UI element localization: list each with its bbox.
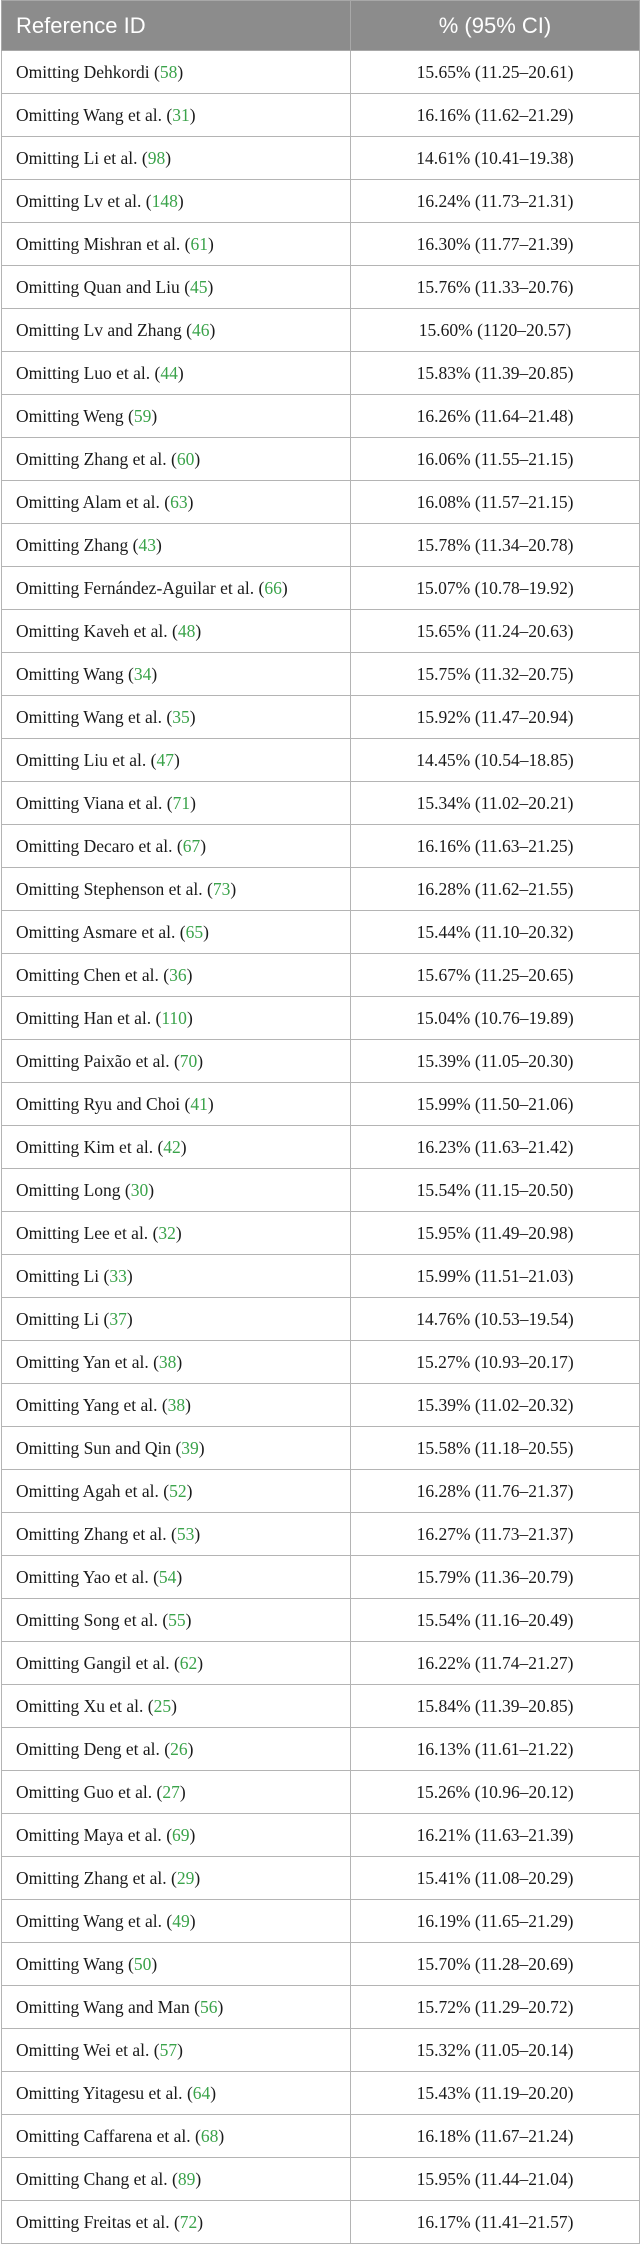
citation-link[interactable]: 72 bbox=[179, 2211, 198, 2232]
table-row bbox=[2, 309, 640, 352]
citation-link[interactable]: 32 bbox=[158, 1222, 176, 1243]
percent-ci-cell: 15.65% (11.24–20.63) bbox=[351, 610, 640, 653]
citation-link[interactable]: 37 bbox=[109, 1308, 127, 1329]
table-row bbox=[2, 438, 640, 481]
reference-study: Omitting Long bbox=[16, 1179, 121, 1200]
reference-study: Omitting Stephenson et al. bbox=[16, 878, 203, 899]
reference-study: Omitting Mishran et al. bbox=[16, 233, 181, 254]
reference-study: Omitting Wang et al. bbox=[16, 104, 163, 125]
percent-ci-cell: 16.16% (11.62–21.29) bbox=[351, 94, 640, 137]
reference-study: Omitting Wang and Man bbox=[16, 1996, 190, 2017]
percent-ci-cell: 15.67% (11.25–20.65) bbox=[351, 954, 640, 997]
reference-study: Omitting Wang bbox=[16, 1953, 124, 1974]
reference-cell: Omitting Li (33) bbox=[2, 1255, 351, 1298]
citation-link[interactable]: 71 bbox=[172, 792, 191, 813]
reference-cell: Omitting Sun and Qin (39) bbox=[2, 1427, 351, 1470]
reference-cell: Omitting Dehkordi (58) bbox=[2, 51, 351, 94]
percent-ci-cell: 15.60% (1120–20.57) bbox=[351, 309, 640, 352]
table-row bbox=[2, 1255, 640, 1298]
reference-study: Omitting Quan and Liu bbox=[16, 276, 180, 297]
percent-ci-cell: 15.27% (10.93–20.17) bbox=[351, 1341, 640, 1384]
reference-cell: Omitting Zhang (43) bbox=[2, 524, 351, 567]
table-row bbox=[2, 1298, 640, 1341]
citation-link[interactable]: 70 bbox=[179, 1050, 198, 1071]
percent-ci-cell: 15.79% (11.36–20.79) bbox=[351, 1556, 640, 1599]
citation-link[interactable]: 36 bbox=[169, 964, 187, 985]
percent-ci-cell: 16.06% (11.55–21.15) bbox=[351, 438, 640, 481]
table-row bbox=[2, 266, 640, 309]
table-row bbox=[2, 51, 640, 94]
percent-ci-cell: 16.13% (11.61–21.22) bbox=[351, 1728, 640, 1771]
table-row bbox=[2, 1599, 640, 1642]
reference-study: Omitting Luo et al. bbox=[16, 362, 151, 383]
citation-link[interactable]: 29 bbox=[176, 1867, 195, 1888]
reference-study: Omitting Decaro et al. bbox=[16, 835, 173, 856]
percent-ci-cell: 15.58% (11.18–20.55) bbox=[351, 1427, 640, 1470]
reference-study: Omitting Viana et al. bbox=[16, 792, 163, 813]
percent-ci-cell: 16.24% (11.73–21.31) bbox=[351, 180, 640, 223]
reference-study: Omitting Han et al. bbox=[16, 1007, 152, 1028]
reference-study: Omitting Fernández-Aguilar et al. bbox=[16, 577, 255, 598]
percent-ci-cell: 16.16% (11.63–21.25) bbox=[351, 825, 640, 868]
reference-study: Omitting Yang et al. bbox=[16, 1394, 158, 1415]
citation-link[interactable]: 39 bbox=[181, 1437, 199, 1458]
reference-cell: Omitting Wang (34) bbox=[2, 653, 351, 696]
citation-link[interactable]: 49 bbox=[172, 1910, 190, 1931]
percent-ci-cell: 15.43% (11.19–20.20) bbox=[351, 2072, 640, 2115]
citation-link[interactable]: 43 bbox=[138, 534, 156, 555]
reference-study: Omitting Agah et al. bbox=[16, 1480, 159, 1501]
percent-ci-cell: 15.54% (11.16–20.49) bbox=[351, 1599, 640, 1642]
table-row bbox=[2, 1857, 640, 1900]
citation-link[interactable]: 38 bbox=[158, 1351, 177, 1372]
reference-cell: Omitting Decaro et al. (67) bbox=[2, 825, 351, 868]
reference-cell: Omitting Guo et al. (27) bbox=[2, 1771, 351, 1814]
reference-cell: Omitting Wang and Man (56) bbox=[2, 1986, 351, 2029]
table-row bbox=[2, 1212, 640, 1255]
reference-cell: Omitting Viana et al. (71) bbox=[2, 782, 351, 825]
percent-ci-cell: 15.41% (11.08–20.29) bbox=[351, 1857, 640, 1900]
percent-ci-cell: 15.44% (11.10–20.32) bbox=[351, 911, 640, 954]
percent-ci-cell: 16.21% (11.63–21.39) bbox=[351, 1814, 640, 1857]
percent-ci-cell: 16.28% (11.76–21.37) bbox=[351, 1470, 640, 1513]
reference-study: Omitting Lv et al. bbox=[16, 190, 142, 211]
citation-link[interactable]: 46 bbox=[191, 319, 210, 340]
table-row bbox=[2, 2029, 640, 2072]
table-row bbox=[2, 954, 640, 997]
reference-study: Omitting Yan et al. bbox=[16, 1351, 149, 1372]
citation-link[interactable]: 34 bbox=[133, 663, 152, 684]
percent-ci-cell: 15.92% (11.47–20.94) bbox=[351, 696, 640, 739]
percent-ci-cell: 15.70% (11.28–20.69) bbox=[351, 1943, 640, 1986]
reference-study: Omitting Wang et al. bbox=[16, 706, 163, 727]
reference-study: Omitting Song et al. bbox=[16, 1609, 158, 1630]
table-row bbox=[2, 481, 640, 524]
reference-study: Omitting Zhang bbox=[16, 534, 129, 555]
table-row bbox=[2, 352, 640, 395]
reference-cell: Omitting Luo et al. (44) bbox=[2, 352, 351, 395]
reference-study: Omitting Zhang et al. bbox=[16, 1867, 167, 1888]
reference-study: Omitting Paixão et al. bbox=[16, 1050, 170, 1071]
citation-link[interactable]: 59 bbox=[133, 405, 152, 426]
citation-link[interactable]: 45 bbox=[190, 276, 208, 297]
reference-study: Omitting Wang et al. bbox=[16, 1910, 163, 1931]
citation-link[interactable]: 25 bbox=[153, 1695, 172, 1716]
reference-cell: Omitting Asmare et al. (65) bbox=[2, 911, 351, 954]
reference-study: Omitting Li bbox=[16, 1308, 100, 1329]
percent-ci-cell: 16.08% (11.57–21.15) bbox=[351, 481, 640, 524]
percent-ci-cell: 14.61% (10.41–19.38) bbox=[351, 137, 640, 180]
citation-link[interactable]: 66 bbox=[264, 577, 282, 598]
reference-cell: Omitting Agah et al. (52) bbox=[2, 1470, 351, 1513]
reference-study: Omitting Freitas et al. bbox=[16, 2211, 170, 2232]
percent-ci-cell: 16.23% (11.63–21.42) bbox=[351, 1126, 640, 1169]
reference-cell: Omitting Kaveh et al. (48) bbox=[2, 610, 351, 653]
reference-cell: Omitting Yao et al. (54) bbox=[2, 1556, 351, 1599]
reference-study: Omitting Zhang et al. bbox=[16, 448, 167, 469]
table-row bbox=[2, 997, 640, 1040]
citation-link[interactable]: 73 bbox=[212, 878, 231, 899]
citation-link[interactable]: 38 bbox=[167, 1394, 186, 1415]
table-row bbox=[2, 94, 640, 137]
citation-link[interactable]: 58 bbox=[159, 61, 178, 82]
table-row bbox=[2, 2115, 640, 2158]
reference-cell: Omitting Song et al. (55) bbox=[2, 1599, 351, 1642]
reference-cell: Omitting Stephenson et al. (73) bbox=[2, 868, 351, 911]
percent-ci-cell: 15.95% (11.49–20.98) bbox=[351, 1212, 640, 1255]
reference-cell: Omitting Quan and Liu (45) bbox=[2, 266, 351, 309]
reference-study: Omitting Yitagesu et al. bbox=[16, 2082, 183, 2103]
citation-link[interactable]: 53 bbox=[176, 1523, 195, 1544]
reference-cell: Omitting Chen et al. (36) bbox=[2, 954, 351, 997]
citation-link[interactable]: 35 bbox=[172, 706, 190, 727]
citation-link[interactable]: 65 bbox=[185, 921, 204, 942]
percent-ci-cell: 15.65% (11.25–20.61) bbox=[351, 51, 640, 94]
reference-study: Omitting Liu et al. bbox=[16, 749, 147, 770]
percent-ci-cell: 15.54% (11.15–20.50) bbox=[351, 1169, 640, 1212]
citation-link[interactable]: 55 bbox=[168, 1609, 186, 1630]
table-row bbox=[2, 1470, 640, 1513]
percent-ci-cell: 16.18% (11.67–21.24) bbox=[351, 2115, 640, 2158]
reference-cell: Omitting Maya et al. (69) bbox=[2, 1814, 351, 1857]
table-row bbox=[2, 1771, 640, 1814]
reference-cell: Omitting Long (30) bbox=[2, 1169, 351, 1212]
reference-cell: Omitting Wang (50) bbox=[2, 1943, 351, 1986]
table-row bbox=[2, 223, 640, 266]
reference-study: Omitting Dehkordi bbox=[16, 61, 150, 82]
table-row bbox=[2, 1384, 640, 1427]
percent-ci-cell: 16.22% (11.74–21.27) bbox=[351, 1642, 640, 1685]
table-row bbox=[2, 868, 640, 911]
citation-link[interactable]: 26 bbox=[170, 1738, 188, 1759]
reference-cell: Omitting Xu et al. (25) bbox=[2, 1685, 351, 1728]
reference-study: Omitting Zhang et al. bbox=[16, 1523, 167, 1544]
header-row bbox=[2, 1, 640, 51]
reference-study: Omitting Maya et al. bbox=[16, 1824, 162, 1845]
percent-ci-cell: 15.32% (11.05–20.14) bbox=[351, 2029, 640, 2072]
citation-link[interactable]: 148 bbox=[151, 190, 178, 211]
citation-link[interactable]: 68 bbox=[200, 2125, 219, 2146]
citation-link[interactable]: 69 bbox=[172, 1824, 190, 1845]
reference-study: Omitting Sun and Qin bbox=[16, 1437, 172, 1458]
citation-link[interactable]: 63 bbox=[170, 491, 188, 512]
table-row bbox=[2, 1083, 640, 1126]
reference-study: Omitting Asmare et al. bbox=[16, 921, 176, 942]
percent-ci-cell: 15.75% (11.32–20.75) bbox=[351, 653, 640, 696]
table-row bbox=[2, 2158, 640, 2201]
reference-study: Omitting Guo et al. bbox=[16, 1781, 153, 1802]
table-row bbox=[2, 696, 640, 739]
citation-link[interactable]: 50 bbox=[133, 1953, 152, 1974]
percent-ci-cell: 16.28% (11.62–21.55) bbox=[351, 868, 640, 911]
table-row bbox=[2, 1556, 640, 1599]
reference-study: Omitting Caffarena et al. bbox=[16, 2125, 191, 2146]
table-header bbox=[2, 1, 640, 51]
table-row bbox=[2, 1169, 640, 1212]
reference-cell: Omitting Weng (59) bbox=[2, 395, 351, 438]
percent-ci-cell: 14.76% (10.53–19.54) bbox=[351, 1298, 640, 1341]
reference-cell: Omitting Deng et al. (26) bbox=[2, 1728, 351, 1771]
percent-ci-cell: 15.39% (11.02–20.32) bbox=[351, 1384, 640, 1427]
reference-cell: Omitting Zhang et al. (60) bbox=[2, 438, 351, 481]
percent-ci-cell: 16.30% (11.77–21.39) bbox=[351, 223, 640, 266]
reference-cell: Omitting Yang et al. (38) bbox=[2, 1384, 351, 1427]
header-percent-ci: % (95% CI) bbox=[351, 1, 640, 51]
citation-link[interactable]: 48 bbox=[177, 620, 196, 641]
table-row bbox=[2, 1814, 640, 1857]
table-row bbox=[2, 180, 640, 223]
reference-cell: Omitting Wang et al. (49) bbox=[2, 1900, 351, 1943]
citation-link[interactable]: 47 bbox=[156, 749, 174, 770]
table-row bbox=[2, 1900, 640, 1943]
table-row bbox=[2, 782, 640, 825]
reference-cell: Omitting Alam et al. (63) bbox=[2, 481, 351, 524]
reference-cell: Omitting Zhang et al. (29) bbox=[2, 1857, 351, 1900]
reference-study: Omitting Yao et al. bbox=[16, 1566, 149, 1587]
percent-ci-cell: 15.39% (11.05–20.30) bbox=[351, 1040, 640, 1083]
citation-link[interactable]: 57 bbox=[159, 2039, 178, 2060]
citation-link[interactable]: 33 bbox=[109, 1265, 127, 1286]
percent-ci-cell: 16.26% (11.64–21.48) bbox=[351, 395, 640, 438]
reference-study: Omitting Wei et al. bbox=[16, 2039, 150, 2060]
table-row bbox=[2, 610, 640, 653]
reference-cell: Omitting Lee et al. (32) bbox=[2, 1212, 351, 1255]
percent-ci-cell: 15.99% (11.50–21.06) bbox=[351, 1083, 640, 1126]
sensitivity-table bbox=[1, 0, 640, 2244]
percent-ci-cell: 15.07% (10.78–19.92) bbox=[351, 567, 640, 610]
table-row bbox=[2, 911, 640, 954]
reference-cell: Omitting Fernández-Aguilar et al. (66) bbox=[2, 567, 351, 610]
citation-link[interactable]: 61 bbox=[190, 233, 208, 254]
reference-cell: Omitting Zhang et al. (53) bbox=[2, 1513, 351, 1556]
reference-study: Omitting Li bbox=[16, 1265, 100, 1286]
citation-link[interactable]: 62 bbox=[179, 1652, 198, 1673]
reference-cell: Omitting Wang et al. (35) bbox=[2, 696, 351, 739]
reference-study: Omitting Chang et al. bbox=[16, 2168, 168, 2189]
reference-study: Omitting Xu et al. bbox=[16, 1695, 144, 1716]
citation-link[interactable]: 31 bbox=[172, 104, 190, 125]
table-row bbox=[2, 137, 640, 180]
citation-link[interactable]: 110 bbox=[161, 1007, 187, 1028]
header-reference-id: Reference ID bbox=[2, 1, 351, 51]
reference-study: Omitting Deng et al. bbox=[16, 1738, 160, 1759]
table-row bbox=[2, 1126, 640, 1169]
percent-ci-cell: 15.04% (10.76–19.89) bbox=[351, 997, 640, 1040]
reference-study: Omitting Li et al. bbox=[16, 147, 138, 168]
percent-ci-cell: 15.99% (11.51–21.03) bbox=[351, 1255, 640, 1298]
reference-cell: Omitting Ryu and Choi (41) bbox=[2, 1083, 351, 1126]
reference-study: Omitting Lv and Zhang bbox=[16, 319, 182, 340]
reference-study: Omitting Ryu and Choi bbox=[16, 1093, 181, 1114]
percent-ci-cell: 16.19% (11.65–21.29) bbox=[351, 1900, 640, 1943]
citation-link[interactable]: 98 bbox=[147, 147, 166, 168]
percent-ci-cell: 15.72% (11.29–20.72) bbox=[351, 1986, 640, 2029]
table-row bbox=[2, 653, 640, 696]
reference-cell: Omitting Liu et al. (47) bbox=[2, 739, 351, 782]
citation-link[interactable]: 42 bbox=[163, 1136, 181, 1157]
reference-cell: Omitting Caffarena et al. (68) bbox=[2, 2115, 351, 2158]
citation-link[interactable]: 52 bbox=[169, 1480, 187, 1501]
percent-ci-cell: 16.17% (11.41–21.57) bbox=[351, 2201, 640, 2244]
reference-cell: Omitting Chang et al. (89) bbox=[2, 2158, 351, 2201]
reference-study: Omitting Alam et al. bbox=[16, 491, 160, 512]
reference-study: Omitting Chen et al. bbox=[16, 964, 159, 985]
reference-cell: Omitting Lv et al. (148) bbox=[2, 180, 351, 223]
reference-cell: Omitting Yan et al. (38) bbox=[2, 1341, 351, 1384]
citation-link[interactable]: 56 bbox=[199, 1996, 218, 2017]
reference-cell: Omitting Wang et al. (31) bbox=[2, 94, 351, 137]
table-row bbox=[2, 1040, 640, 1083]
table-row bbox=[2, 1685, 640, 1728]
citation-link[interactable]: 44 bbox=[160, 362, 178, 383]
citation-link[interactable]: 60 bbox=[176, 448, 195, 469]
reference-study: Omitting Kaveh et al. bbox=[16, 620, 168, 641]
table-row bbox=[2, 1986, 640, 2029]
table-row bbox=[2, 825, 640, 868]
percent-ci-cell: 14.45% (10.54–18.85) bbox=[351, 739, 640, 782]
citation-link[interactable]: 27 bbox=[162, 1781, 180, 1802]
table-body bbox=[2, 51, 640, 2244]
reference-cell: Omitting Li (37) bbox=[2, 1298, 351, 1341]
percent-ci-cell: 16.27% (11.73–21.37) bbox=[351, 1513, 640, 1556]
reference-cell: Omitting Li et al. (98) bbox=[2, 137, 351, 180]
reference-study: Omitting Wang bbox=[16, 663, 124, 684]
table-row bbox=[2, 567, 640, 610]
reference-study: Omitting Gangil et al. bbox=[16, 1652, 170, 1673]
table-row bbox=[2, 524, 640, 567]
citation-link[interactable]: 30 bbox=[130, 1179, 149, 1200]
percent-ci-cell: 15.26% (10.96–20.12) bbox=[351, 1771, 640, 1814]
table-row bbox=[2, 2201, 640, 2244]
table-row bbox=[2, 1513, 640, 1556]
citation-link[interactable]: 41 bbox=[190, 1093, 208, 1114]
percent-ci-cell: 15.34% (11.02–20.21) bbox=[351, 782, 640, 825]
percent-ci-cell: 15.83% (11.39–20.85) bbox=[351, 352, 640, 395]
reference-cell: Omitting Kim et al. (42) bbox=[2, 1126, 351, 1169]
reference-cell: Omitting Lv and Zhang (46) bbox=[2, 309, 351, 352]
reference-study: Omitting Weng bbox=[16, 405, 124, 426]
citation-link[interactable]: 67 bbox=[182, 835, 201, 856]
citation-link[interactable]: 89 bbox=[177, 2168, 196, 2189]
table-row bbox=[2, 2072, 640, 2115]
table-row bbox=[2, 1427, 640, 1470]
percent-ci-cell: 15.84% (11.39–20.85) bbox=[351, 1685, 640, 1728]
citation-link[interactable]: 54 bbox=[158, 1566, 177, 1587]
table-row bbox=[2, 1642, 640, 1685]
reference-study: Omitting Kim et al. bbox=[16, 1136, 154, 1157]
reference-cell: Omitting Paixão et al. (70) bbox=[2, 1040, 351, 1083]
reference-cell: Omitting Yitagesu et al. (64) bbox=[2, 2072, 351, 2115]
percent-ci-cell: 15.78% (11.34–20.78) bbox=[351, 524, 640, 567]
table-row bbox=[2, 739, 640, 782]
table-row bbox=[2, 395, 640, 438]
reference-cell: Omitting Han et al. (110) bbox=[2, 997, 351, 1040]
percent-ci-cell: 15.95% (11.44–21.04) bbox=[351, 2158, 640, 2201]
reference-cell: Omitting Gangil et al. (62) bbox=[2, 1642, 351, 1685]
reference-cell: Omitting Wei et al. (57) bbox=[2, 2029, 351, 2072]
citation-link[interactable]: 64 bbox=[192, 2082, 211, 2103]
percent-ci-cell: 15.76% (11.33–20.76) bbox=[351, 266, 640, 309]
reference-cell: Omitting Mishran et al. (61) bbox=[2, 223, 351, 266]
table-row bbox=[2, 1728, 640, 1771]
reference-cell: Omitting Freitas et al. (72) bbox=[2, 2201, 351, 2244]
reference-study: Omitting Lee et al. bbox=[16, 1222, 149, 1243]
table-row bbox=[2, 1943, 640, 1986]
table-row bbox=[2, 1341, 640, 1384]
